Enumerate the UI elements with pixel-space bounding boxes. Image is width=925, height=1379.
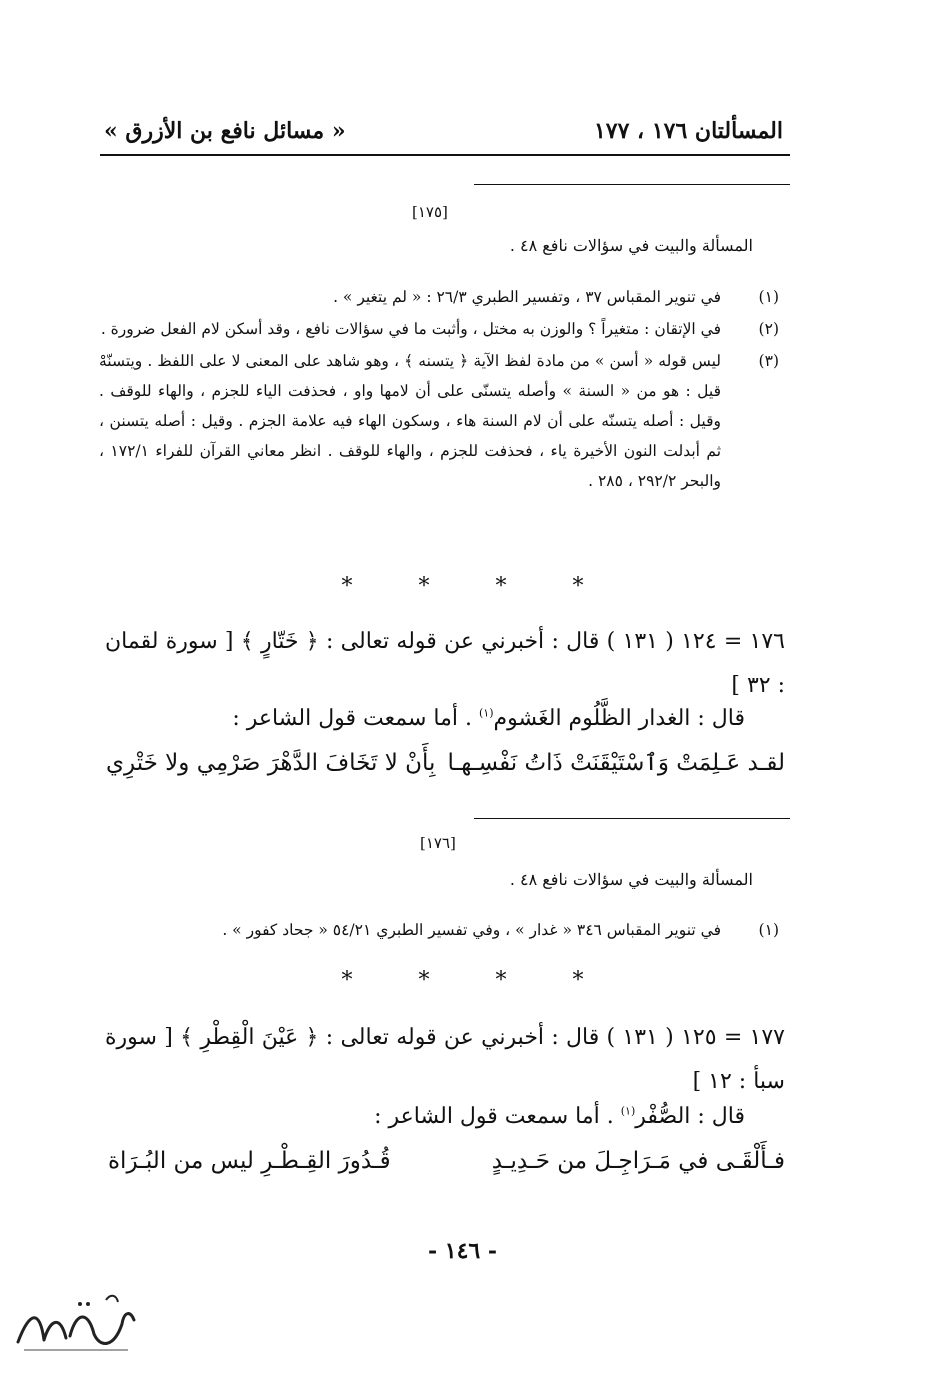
page-number: - ١٤٦ - xyxy=(427,1238,498,1264)
separator-star: * xyxy=(418,574,430,599)
footnote-text: في تنوير المقباس ٣٧ ، وتفسير الطبري ٢٦/٣ : « لم يتغير » . xyxy=(333,288,721,306)
verse-first-hemistich: فـأَلْقَـى في مَـرَاجِـلَ من حَـدِيـدٍ xyxy=(491,1148,785,1174)
footnote-marker: (١) xyxy=(758,921,779,939)
verse-second-hemistich: بِأَنْ لا تَخَافَ الدَّهْرَ صَرْمِي ولا خَتْرِي xyxy=(106,750,436,776)
separator-star: * xyxy=(341,968,353,993)
footnote-item xyxy=(99,282,779,312)
footnote-section-number: [١٧٥] xyxy=(412,203,448,221)
footnote-list xyxy=(99,915,779,945)
footnote-text: في تنوير المقباس ٣٤٦ « غدار » ، وفي تفسير الطبري ٥٤/٢١ « جحاد كفور » . xyxy=(222,921,721,939)
footnote-item xyxy=(99,314,779,344)
footnote-reference: (١) xyxy=(479,706,494,720)
footnote-source: المسألة والبيت في سؤالات نافع ٤٨ . xyxy=(509,236,753,255)
commentary-tail: . أما سمعت قول الشاعر : xyxy=(232,706,479,731)
header-book-title: « مسائل نافع بن الأزرق » xyxy=(104,118,346,144)
footnote-list xyxy=(99,282,779,496)
separator-star: * xyxy=(341,574,353,599)
section-separator xyxy=(0,968,925,993)
header-rule xyxy=(100,154,790,156)
footnote-item xyxy=(99,346,779,496)
entry-heading: ١٧٦ = ١٢٤ ( ١٣١ ) قال : أخبرني عن قوله تعالى : ﴿ خَتّارٍ ﴾ [ سورة لقمان : ٣٢ ] xyxy=(105,629,785,698)
calligraphy-stamp-logo xyxy=(10,1290,140,1360)
separator-star: * xyxy=(572,968,584,993)
commentary-text: قال : الغدار الظَّلُوم الغَشوم xyxy=(493,706,745,731)
verse-first-hemistich: لقـد عَـلِمَتْ وَٱسْتَيْقَنَتْ ذَاتُ نَفْسِـهـا xyxy=(447,750,785,776)
commentary-tail: . أما سمعت قول الشاعر : xyxy=(374,1104,621,1129)
footnote-rule xyxy=(474,818,790,819)
separator-star: * xyxy=(418,968,430,993)
footnote-marker: (٢) xyxy=(758,320,779,338)
footnote-text: في الإتقان : متغيراً ؟ والوزن به مختل ، وأثبت ما في سؤالات نافع ، وقد أسكن لام الفعل ضرورة . xyxy=(100,320,721,338)
section-separator xyxy=(0,574,925,599)
verse-second-hemistich: قُـدُورَ القِـطْـرِ ليس من البُـرَاة xyxy=(108,1148,391,1174)
header-chapter-title: المسألتان ١٧٦ ، ١٧٧ xyxy=(593,118,783,144)
separator-star: * xyxy=(495,574,507,599)
footnote-marker: (٣) xyxy=(758,352,779,370)
entry-commentary xyxy=(374,1104,745,1129)
commentary-text: قال : الصُّفْر xyxy=(635,1104,745,1129)
footnote-text: ليس قوله « أسن » من مادة لفظ الآية ﴿ يتسنه ﴾ ، وهو شاهد على المعنى لا على اللفظ . ويتسنّهْ قيل : هو من « السنة » وأصله يتسنّى على أن لامها واو ، فحذفت الياء للجزم ، والهاء للوقف . وقيل : أصله يتسنّه على أن لام السنة هاء ، وسكون الهاء فيه علامة الجزم . وقيل : أصله يتسنن ، ثم أبدلت النون الأخيرة ياء ، فحذفت للجزم ، والهاء للوقف . انظر معاني القرآن للفراء ١٧٢/١ ، والبحر ٢٩٢/٢ ، ٢٨٥ . xyxy=(99,352,722,490)
separator-star: * xyxy=(495,968,507,993)
separator-star: * xyxy=(572,574,584,599)
footnote-rule xyxy=(474,184,790,185)
entry-heading: ١٧٧ = ١٢٥ ( ١٣١ ) قال : أخبرني عن قوله تعالى : ﴿ عَيْنَ الْقِطْرِ ﴾ [ سورة سبأ : ١٢ ] xyxy=(105,1025,785,1094)
footnote-item xyxy=(99,915,779,945)
entry-commentary xyxy=(232,706,745,731)
footnote-source: المسألة والبيت في سؤالات نافع ٤٨ . xyxy=(509,870,753,889)
footnote-section-number: [١٧٦] xyxy=(420,834,456,852)
footnote-marker: (١) xyxy=(758,288,779,306)
footnote-reference: (١) xyxy=(620,1104,636,1118)
